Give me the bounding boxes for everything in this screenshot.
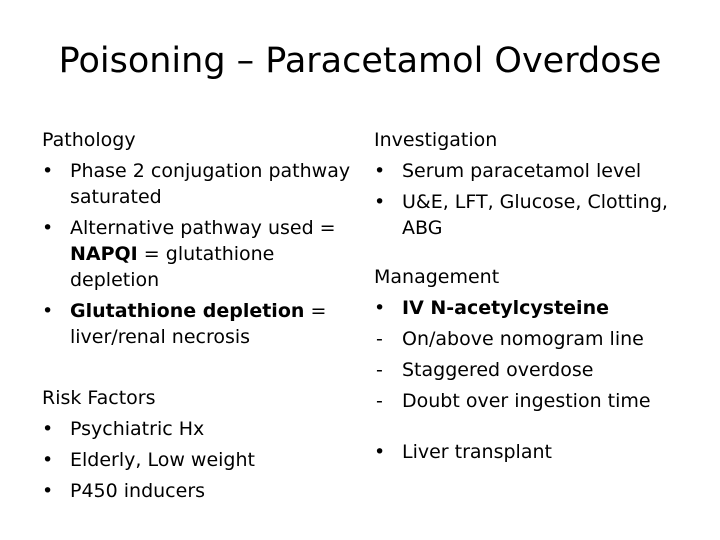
investigation-heading: Investigation (374, 129, 498, 151)
risk-factor-text: Psychiatric Hx (70, 418, 205, 440)
dash-marker: - (376, 390, 383, 412)
liver-transplant-text: Liver transplant (402, 441, 552, 463)
n-acetylcysteine-bold-text: IV N-acetylcysteine (402, 297, 609, 319)
management-sub-text: On/above nomogram line (402, 328, 644, 350)
napqi-bold-text: NAPQI (70, 243, 138, 265)
pathology-item-text-before: Alternative pathway used = (70, 217, 336, 239)
left-column (42, 125, 352, 507)
bullet-marker: • (42, 160, 54, 182)
pathology-item-text-after: = glutathione depletion (70, 243, 275, 291)
right-column (374, 125, 704, 468)
investigation-item (374, 187, 704, 244)
management-sub-item (374, 355, 704, 386)
risk-factor-item (42, 445, 352, 476)
investigation-text: U&E, LFT, Glucose, Clotting, ABG (402, 191, 668, 239)
pathology-heading: Pathology (42, 129, 136, 151)
management-sub-item (374, 386, 704, 417)
pathology-item (42, 213, 352, 296)
management-item (374, 293, 704, 324)
bullet-marker: • (374, 160, 386, 182)
management-heading: Management (374, 266, 500, 288)
bullet-marker: • (42, 449, 54, 471)
pathology-item (42, 156, 352, 213)
bullet-marker: • (374, 191, 386, 213)
risk-factor-item (42, 414, 352, 445)
pathology-item (42, 296, 352, 353)
bullet-marker: • (42, 418, 54, 440)
bullet-marker: • (42, 300, 54, 322)
dash-marker: - (376, 359, 383, 381)
management-sub-text: Doubt over ingestion time (402, 390, 651, 412)
risk-factors-heading: Risk Factors (42, 387, 156, 409)
bullet-marker: • (374, 441, 386, 463)
bullet-marker: • (374, 297, 386, 319)
pathology-item-text (70, 296, 352, 353)
management-sub-item (374, 324, 704, 355)
bullet-marker: • (42, 480, 54, 502)
bullet-marker: • (42, 217, 54, 239)
risk-factor-text: Elderly, Low weight (70, 449, 255, 471)
investigation-item (374, 156, 704, 187)
slide-title: Poisoning – Paracetamol Overdose (58, 41, 662, 81)
management-sub-text: Staggered overdose (402, 359, 594, 381)
pathology-item-text (70, 213, 352, 296)
risk-factor-item (42, 476, 352, 507)
management-item (374, 437, 704, 468)
investigation-text: Serum paracetamol level (402, 160, 642, 182)
pathology-item-text: Phase 2 conjugation pathway saturated (70, 160, 351, 208)
risk-factor-text: P450 inducers (70, 480, 206, 502)
glutathione-depletion-bold-text: Glutathione depletion (70, 300, 305, 322)
dash-marker: - (376, 328, 383, 350)
pathology-item-text-after: = liver/renal necrosis (70, 300, 327, 348)
